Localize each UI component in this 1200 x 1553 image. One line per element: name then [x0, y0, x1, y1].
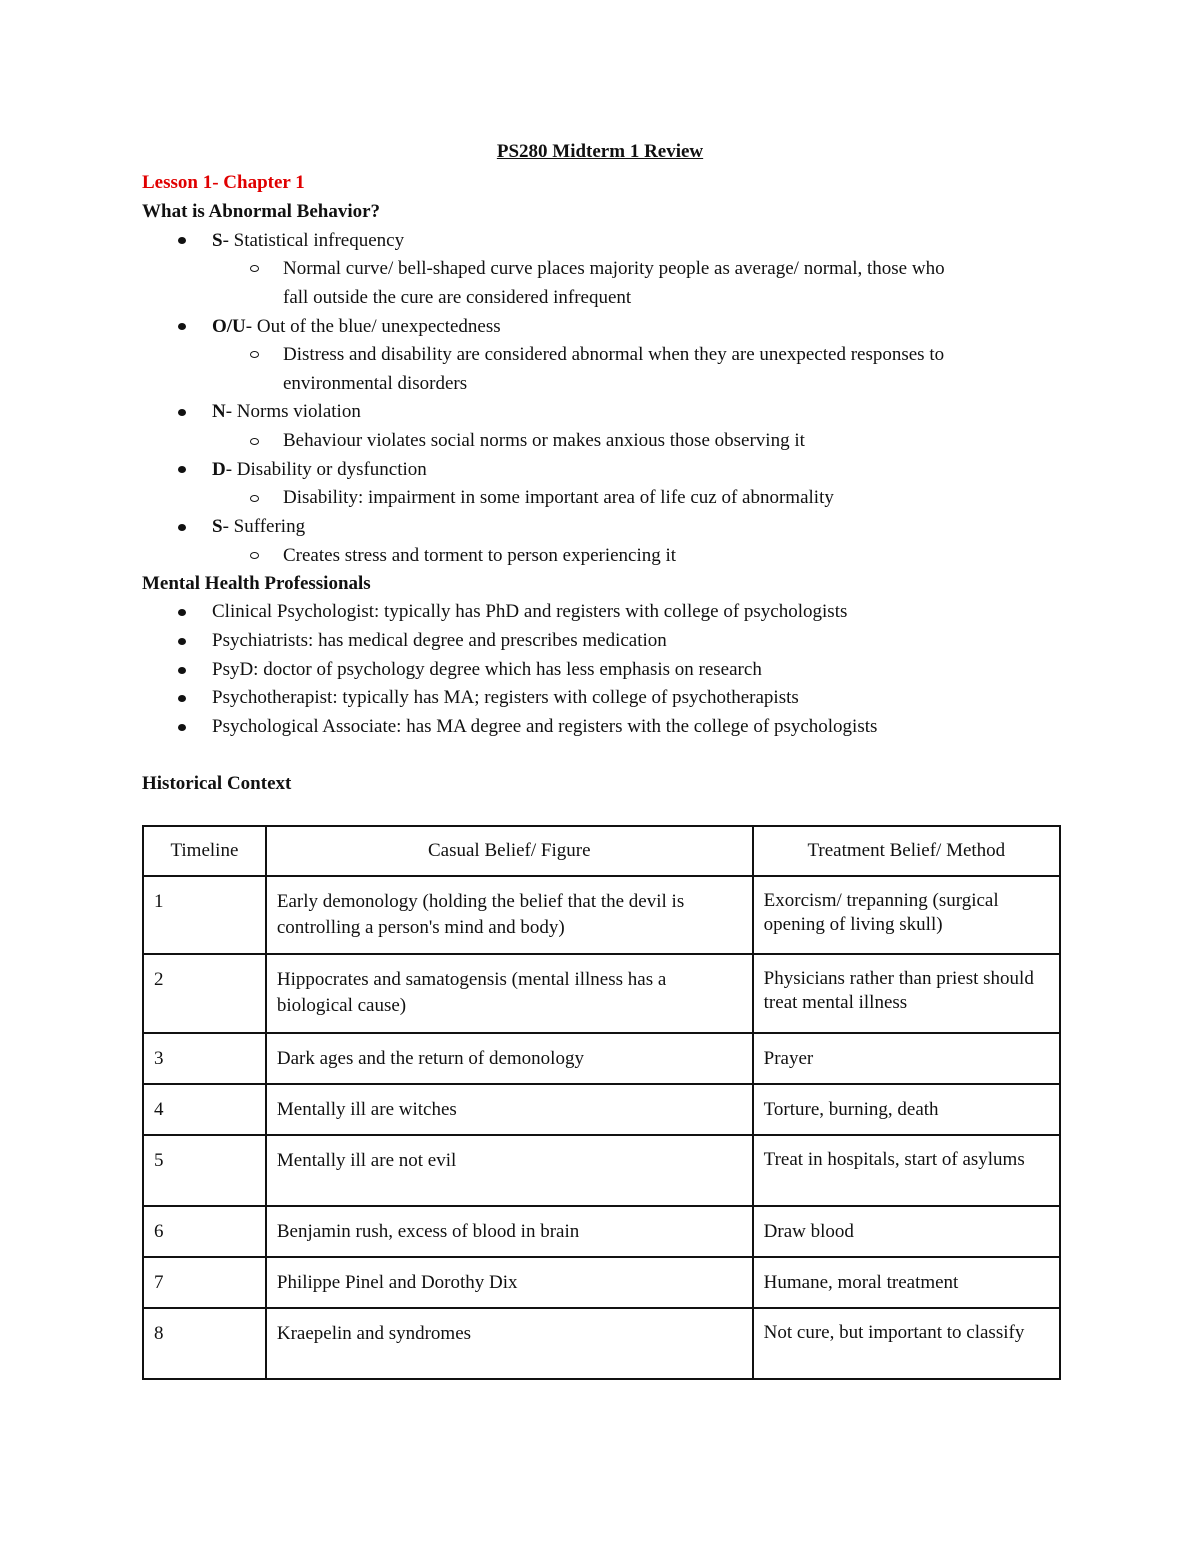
- list-item-text: - Out of the blue/ unexpectedness: [245, 316, 501, 337]
- list-item-letter: S: [212, 230, 223, 251]
- list-item-letter: D: [212, 459, 226, 480]
- list-item: [212, 313, 501, 341]
- abnormal-behavior-heading: What is Abnormal Behavior?: [142, 201, 381, 222]
- treatment-cell: Torture, burning, death: [753, 1084, 1060, 1135]
- sub-item-line: environmental disorders: [283, 373, 468, 394]
- treatment-cell: Exorcism/ trepanning (surgical opening of living skull): [753, 876, 1060, 954]
- column-header: Casual Belief/ Figure: [266, 826, 753, 876]
- belief-cell: Mentally ill are witches: [266, 1084, 753, 1135]
- list-item: Psychological Associate: has MA degree and registers with the college of psychologists: [212, 716, 878, 737]
- list-item: Clinical Psychologist: typically has PhD and registers with college of psychologists: [212, 601, 848, 622]
- table-row: [143, 1135, 1060, 1206]
- belief-cell: Philippe Pinel and Dorothy Dix: [266, 1257, 753, 1308]
- timeline-cell: 1: [143, 876, 266, 954]
- treatment-cell: Prayer: [753, 1033, 1060, 1084]
- lesson-heading: Lesson 1- Chapter 1: [142, 172, 305, 193]
- belief-cell: Benjamin rush, excess of blood in brain: [266, 1206, 753, 1257]
- bullet-icon: [178, 466, 186, 473]
- list-item: [212, 513, 305, 541]
- table-row: [143, 1033, 1060, 1084]
- timeline-cell: 8: [143, 1308, 266, 1379]
- sub-item-line: Distress and disability are considered abnormal when they are unexpected responses to: [283, 344, 945, 365]
- sub-item-line: Disability: impairment in some important area of life cuz of abnormality: [283, 487, 834, 508]
- treatment-cell: Not cure, but important to classify: [753, 1308, 1060, 1379]
- sub-item-line: Creates stress and torment to person experiencing it: [283, 545, 677, 566]
- sub-bullet-icon: [250, 351, 259, 358]
- belief-cell: Early demonology (holding the belief that the devil is controlling a person's mind and body): [266, 876, 753, 954]
- bullet-icon: [178, 724, 186, 731]
- list-item-letter: N: [212, 401, 226, 422]
- column-header: Treatment Belief/ Method: [753, 826, 1060, 876]
- table-row: [143, 954, 1060, 1033]
- timeline-cell: 4: [143, 1084, 266, 1135]
- table-row: [143, 1206, 1060, 1257]
- belief-cell: Hippocrates and samatogensis (mental illness has a biological cause): [266, 954, 753, 1033]
- table-row: [143, 876, 1060, 954]
- sub-bullet-icon: [250, 265, 259, 272]
- sub-item-line: fall outside the cure are considered infrequent: [283, 287, 632, 308]
- list-item-text: - Suffering: [222, 516, 306, 537]
- list-item: PsyD: doctor of psychology degree which has less emphasis on research: [212, 659, 762, 680]
- table-row: [143, 1084, 1060, 1135]
- professionals-heading: Mental Health Professionals: [142, 573, 371, 594]
- sub-item-line: Behaviour violates social norms or makes anxious those observing it: [283, 430, 805, 451]
- bullet-icon: [178, 409, 186, 416]
- column-header: Timeline: [143, 826, 266, 876]
- list-item: [212, 398, 361, 426]
- treatment-cell: Humane, moral treatment: [753, 1257, 1060, 1308]
- sub-bullet-icon: [250, 438, 259, 445]
- bullet-icon: [178, 609, 186, 616]
- bullet-icon: [178, 524, 186, 531]
- sub-bullet-icon: [250, 552, 259, 559]
- timeline-cell: 2: [143, 954, 266, 1033]
- list-item-letter: S: [212, 516, 223, 537]
- treatment-cell: Treat in hospitals, start of asylums: [753, 1135, 1060, 1206]
- table-header-row: [143, 826, 1060, 876]
- timeline-cell: 3: [143, 1033, 266, 1084]
- list-item-text: - Statistical infrequency: [222, 230, 405, 251]
- list-item: Psychotherapist: typically has MA; registers with college of psychotherapists: [212, 687, 799, 708]
- list-item-letter: O/U: [212, 316, 246, 337]
- belief-cell: Kraepelin and syndromes: [266, 1308, 753, 1379]
- historical-context-table: [142, 825, 1061, 1380]
- treatment-cell: Physicians rather than priest should treat mental illness: [753, 954, 1060, 1033]
- list-item-text: - Disability or dysfunction: [225, 459, 427, 480]
- bullet-icon: [178, 638, 186, 645]
- timeline-cell: 6: [143, 1206, 266, 1257]
- list-item: [212, 227, 404, 255]
- sub-item-line: Normal curve/ bell-shaped curve places majority people as average/ normal, those who: [283, 258, 945, 279]
- timeline-cell: 7: [143, 1257, 266, 1308]
- bullet-icon: [178, 667, 186, 674]
- list-item: Psychiatrists: has medical degree and prescribes medication: [212, 630, 667, 651]
- bullet-icon: [178, 323, 186, 330]
- sub-bullet-icon: [250, 495, 259, 502]
- table-row: [143, 1257, 1060, 1308]
- historical-context-heading: Historical Context: [142, 773, 292, 794]
- timeline-cell: 5: [143, 1135, 266, 1206]
- belief-cell: Mentally ill are not evil: [266, 1135, 753, 1206]
- bullet-icon: [178, 237, 186, 244]
- treatment-cell: Draw blood: [753, 1206, 1060, 1257]
- bullet-icon: [178, 695, 186, 702]
- list-item-text: - Norms violation: [225, 401, 361, 422]
- table-row: [143, 1308, 1060, 1379]
- list-item: [212, 456, 427, 484]
- document-title: PS280 Midterm 1 Review: [496, 141, 704, 162]
- belief-cell: Dark ages and the return of demonology: [266, 1033, 753, 1084]
